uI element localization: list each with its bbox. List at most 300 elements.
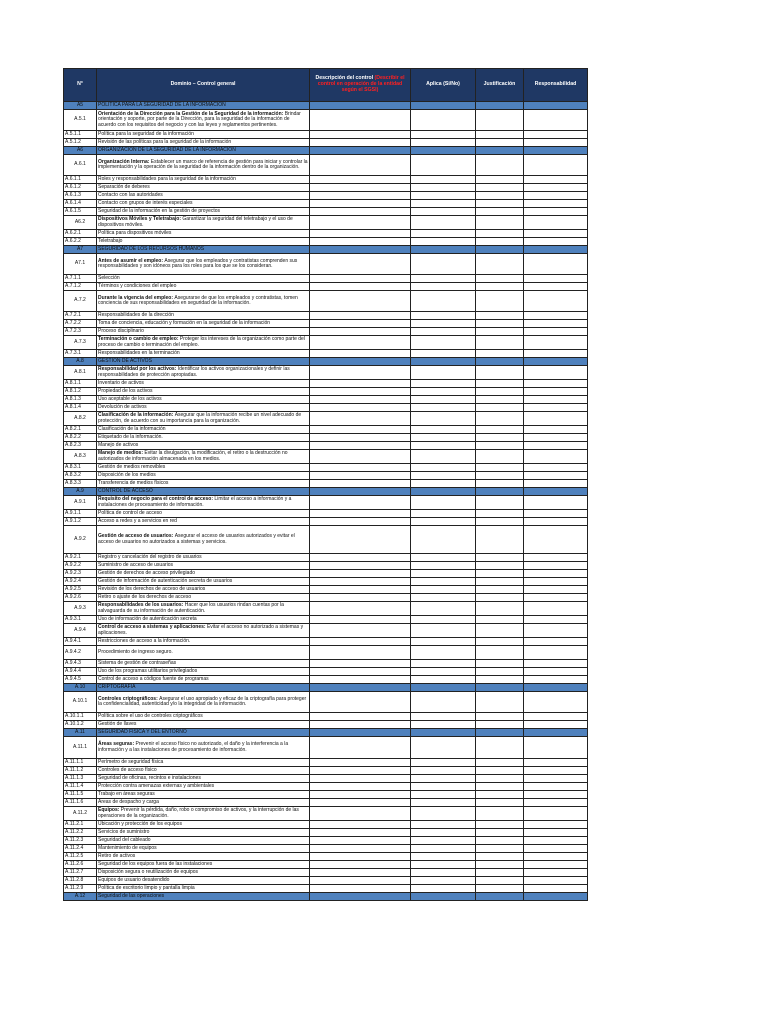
description-cell[interactable] bbox=[310, 496, 411, 510]
responsibility-cell[interactable] bbox=[524, 283, 588, 291]
description-cell[interactable] bbox=[310, 426, 411, 434]
description-cell[interactable] bbox=[310, 254, 411, 275]
description-cell[interactable] bbox=[310, 570, 411, 578]
justification-cell[interactable] bbox=[476, 283, 524, 291]
responsibility-cell[interactable] bbox=[524, 275, 588, 283]
justification-cell[interactable] bbox=[476, 110, 524, 131]
description-cell[interactable] bbox=[310, 275, 411, 283]
applies-cell[interactable] bbox=[411, 721, 476, 729]
responsibility-cell[interactable] bbox=[524, 254, 588, 275]
responsibility-cell[interactable] bbox=[524, 200, 588, 208]
justification-cell[interactable] bbox=[476, 216, 524, 230]
applies-cell[interactable] bbox=[411, 412, 476, 426]
justification-cell[interactable] bbox=[476, 821, 524, 829]
applies-cell[interactable] bbox=[411, 350, 476, 358]
responsibility-cell[interactable] bbox=[524, 192, 588, 200]
responsibility-cell[interactable] bbox=[524, 869, 588, 877]
description-cell[interactable] bbox=[310, 510, 411, 518]
description-cell[interactable] bbox=[310, 366, 411, 380]
responsibility-cell[interactable] bbox=[524, 668, 588, 676]
justification-cell[interactable] bbox=[476, 336, 524, 350]
justification-cell[interactable] bbox=[476, 638, 524, 646]
justification-cell[interactable] bbox=[476, 442, 524, 450]
responsibility-cell[interactable] bbox=[524, 877, 588, 885]
applies-cell[interactable] bbox=[411, 821, 476, 829]
description-cell[interactable] bbox=[310, 660, 411, 668]
justification-cell[interactable] bbox=[476, 660, 524, 668]
justification-cell[interactable] bbox=[476, 526, 524, 554]
responsibility-cell[interactable] bbox=[524, 783, 588, 791]
description-cell[interactable] bbox=[310, 283, 411, 291]
justification-cell[interactable] bbox=[476, 586, 524, 594]
responsibility-cell[interactable] bbox=[524, 291, 588, 312]
description-cell[interactable] bbox=[310, 192, 411, 200]
responsibility-cell[interactable] bbox=[524, 404, 588, 412]
responsibility-cell[interactable] bbox=[524, 328, 588, 336]
justification-cell[interactable] bbox=[476, 380, 524, 388]
responsibility-cell[interactable] bbox=[524, 660, 588, 668]
justification-cell[interactable] bbox=[476, 775, 524, 783]
description-cell[interactable] bbox=[310, 885, 411, 893]
description-cell[interactable] bbox=[310, 291, 411, 312]
applies-cell[interactable] bbox=[411, 110, 476, 131]
applies-cell[interactable] bbox=[411, 660, 476, 668]
responsibility-cell[interactable] bbox=[524, 791, 588, 799]
justification-cell[interactable] bbox=[476, 480, 524, 488]
responsibility-cell[interactable] bbox=[524, 799, 588, 807]
applies-cell[interactable] bbox=[411, 336, 476, 350]
justification-cell[interactable] bbox=[476, 791, 524, 799]
applies-cell[interactable] bbox=[411, 799, 476, 807]
responsibility-cell[interactable] bbox=[524, 312, 588, 320]
responsibility-cell[interactable] bbox=[524, 350, 588, 358]
applies-cell[interactable] bbox=[411, 518, 476, 526]
applies-cell[interactable] bbox=[411, 775, 476, 783]
applies-cell[interactable] bbox=[411, 404, 476, 412]
justification-cell[interactable] bbox=[476, 869, 524, 877]
responsibility-cell[interactable] bbox=[524, 176, 588, 184]
responsibility-cell[interactable] bbox=[524, 480, 588, 488]
applies-cell[interactable] bbox=[411, 646, 476, 660]
applies-cell[interactable] bbox=[411, 668, 476, 676]
applies-cell[interactable] bbox=[411, 510, 476, 518]
description-cell[interactable] bbox=[310, 869, 411, 877]
applies-cell[interactable] bbox=[411, 638, 476, 646]
justification-cell[interactable] bbox=[476, 737, 524, 759]
justification-cell[interactable] bbox=[476, 578, 524, 586]
description-cell[interactable] bbox=[310, 594, 411, 602]
responsibility-cell[interactable] bbox=[524, 412, 588, 426]
justification-cell[interactable] bbox=[476, 721, 524, 729]
description-cell[interactable] bbox=[310, 821, 411, 829]
applies-cell[interactable] bbox=[411, 676, 476, 684]
responsibility-cell[interactable] bbox=[524, 450, 588, 464]
justification-cell[interactable] bbox=[476, 131, 524, 139]
justification-cell[interactable] bbox=[476, 616, 524, 624]
applies-cell[interactable] bbox=[411, 254, 476, 275]
justification-cell[interactable] bbox=[476, 861, 524, 869]
responsibility-cell[interactable] bbox=[524, 578, 588, 586]
description-cell[interactable] bbox=[310, 412, 411, 426]
description-cell[interactable] bbox=[310, 350, 411, 358]
justification-cell[interactable] bbox=[476, 192, 524, 200]
applies-cell[interactable] bbox=[411, 131, 476, 139]
justification-cell[interactable] bbox=[476, 208, 524, 216]
applies-cell[interactable] bbox=[411, 845, 476, 853]
applies-cell[interactable] bbox=[411, 616, 476, 624]
responsibility-cell[interactable] bbox=[524, 184, 588, 192]
applies-cell[interactable] bbox=[411, 208, 476, 216]
justification-cell[interactable] bbox=[476, 837, 524, 845]
responsibility-cell[interactable] bbox=[524, 676, 588, 684]
description-cell[interactable] bbox=[310, 480, 411, 488]
applies-cell[interactable] bbox=[411, 184, 476, 192]
justification-cell[interactable] bbox=[476, 594, 524, 602]
responsibility-cell[interactable] bbox=[524, 586, 588, 594]
justification-cell[interactable] bbox=[476, 184, 524, 192]
description-cell[interactable] bbox=[310, 791, 411, 799]
applies-cell[interactable] bbox=[411, 230, 476, 238]
justification-cell[interactable] bbox=[476, 853, 524, 861]
description-cell[interactable] bbox=[310, 668, 411, 676]
responsibility-cell[interactable] bbox=[524, 230, 588, 238]
justification-cell[interactable] bbox=[476, 254, 524, 275]
applies-cell[interactable] bbox=[411, 388, 476, 396]
applies-cell[interactable] bbox=[411, 783, 476, 791]
applies-cell[interactable] bbox=[411, 713, 476, 721]
justification-cell[interactable] bbox=[476, 518, 524, 526]
justification-cell bbox=[476, 246, 524, 254]
description-cell[interactable] bbox=[310, 554, 411, 562]
description-cell[interactable] bbox=[310, 208, 411, 216]
responsibility-cell[interactable] bbox=[524, 518, 588, 526]
justification-cell[interactable] bbox=[476, 829, 524, 837]
description-cell[interactable] bbox=[310, 837, 411, 845]
applies-cell bbox=[411, 729, 476, 737]
responsibility-cell[interactable] bbox=[524, 837, 588, 845]
applies-cell[interactable] bbox=[411, 869, 476, 877]
description-cell[interactable] bbox=[310, 861, 411, 869]
description-cell[interactable] bbox=[310, 404, 411, 412]
description-cell[interactable] bbox=[310, 216, 411, 230]
description-cell[interactable] bbox=[310, 877, 411, 885]
description-cell[interactable] bbox=[310, 388, 411, 396]
applies-cell[interactable] bbox=[411, 275, 476, 283]
responsibility-cell[interactable] bbox=[524, 238, 588, 246]
justification-cell[interactable] bbox=[476, 570, 524, 578]
description-cell[interactable] bbox=[310, 759, 411, 767]
description-cell[interactable] bbox=[310, 396, 411, 404]
justification-cell[interactable] bbox=[476, 312, 524, 320]
description-cell[interactable] bbox=[310, 562, 411, 570]
justification-cell[interactable] bbox=[476, 668, 524, 676]
description-cell[interactable] bbox=[310, 526, 411, 554]
description-cell[interactable] bbox=[310, 434, 411, 442]
description-cell[interactable] bbox=[310, 692, 411, 713]
responsibility-cell[interactable] bbox=[524, 110, 588, 131]
description-cell[interactable] bbox=[310, 139, 411, 147]
justification-cell[interactable] bbox=[476, 155, 524, 176]
responsibility-cell[interactable] bbox=[524, 646, 588, 660]
responsibility-cell[interactable] bbox=[524, 638, 588, 646]
applies-cell[interactable] bbox=[411, 396, 476, 404]
responsibility-cell[interactable] bbox=[524, 336, 588, 350]
description-cell[interactable] bbox=[310, 464, 411, 472]
applies-cell[interactable] bbox=[411, 312, 476, 320]
applies-cell[interactable] bbox=[411, 238, 476, 246]
description-cell[interactable] bbox=[310, 578, 411, 586]
description-cell[interactable] bbox=[310, 450, 411, 464]
description-cell[interactable] bbox=[310, 312, 411, 320]
responsibility-cell[interactable] bbox=[524, 380, 588, 388]
applies-cell[interactable] bbox=[411, 464, 476, 472]
description-cell[interactable] bbox=[310, 807, 411, 821]
applies-cell[interactable] bbox=[411, 829, 476, 837]
applies-cell[interactable] bbox=[411, 442, 476, 450]
justification-cell[interactable] bbox=[476, 176, 524, 184]
justification-cell[interactable] bbox=[476, 624, 524, 638]
responsibility-cell[interactable] bbox=[524, 396, 588, 404]
justification-cell[interactable] bbox=[476, 404, 524, 412]
header-applies: Aplica (Si/No) bbox=[411, 69, 476, 102]
subcontrol-row bbox=[64, 799, 588, 807]
description-cell[interactable] bbox=[310, 737, 411, 759]
applies-cell[interactable] bbox=[411, 737, 476, 759]
responsibility-cell[interactable] bbox=[524, 526, 588, 554]
applies-cell[interactable] bbox=[411, 526, 476, 554]
applies-cell[interactable] bbox=[411, 283, 476, 291]
responsibility-cell[interactable] bbox=[524, 721, 588, 729]
applies-cell[interactable] bbox=[411, 853, 476, 861]
description-cell[interactable] bbox=[310, 442, 411, 450]
responsibility-cell[interactable] bbox=[524, 570, 588, 578]
justification-cell[interactable] bbox=[476, 450, 524, 464]
applies-cell[interactable] bbox=[411, 426, 476, 434]
responsibility-cell[interactable] bbox=[524, 139, 588, 147]
justification-cell[interactable] bbox=[476, 562, 524, 570]
applies-cell[interactable] bbox=[411, 450, 476, 464]
applies-cell[interactable] bbox=[411, 480, 476, 488]
justification-cell[interactable] bbox=[476, 646, 524, 660]
responsibility-cell[interactable] bbox=[524, 624, 588, 638]
justification-cell[interactable] bbox=[476, 759, 524, 767]
justification-cell[interactable] bbox=[476, 799, 524, 807]
applies-cell[interactable] bbox=[411, 837, 476, 845]
description-cell[interactable] bbox=[310, 799, 411, 807]
responsibility-cell[interactable] bbox=[524, 767, 588, 775]
responsibility-cell[interactable] bbox=[524, 759, 588, 767]
applies-cell[interactable] bbox=[411, 472, 476, 480]
justification-cell[interactable] bbox=[476, 200, 524, 208]
justification-cell[interactable] bbox=[476, 602, 524, 616]
applies-cell[interactable] bbox=[411, 496, 476, 510]
responsibility-cell[interactable] bbox=[524, 594, 588, 602]
applies-cell[interactable] bbox=[411, 176, 476, 184]
description-cell[interactable] bbox=[310, 184, 411, 192]
justification-cell[interactable] bbox=[476, 783, 524, 791]
description-cell[interactable] bbox=[310, 676, 411, 684]
description-cell[interactable] bbox=[310, 336, 411, 350]
justification-cell[interactable] bbox=[476, 388, 524, 396]
justification-cell[interactable] bbox=[476, 328, 524, 336]
description-cell[interactable] bbox=[310, 783, 411, 791]
responsibility-cell[interactable] bbox=[524, 426, 588, 434]
description-cell[interactable] bbox=[310, 380, 411, 388]
description-cell[interactable] bbox=[310, 328, 411, 336]
description-cell[interactable] bbox=[310, 646, 411, 660]
description-cell[interactable] bbox=[310, 155, 411, 176]
applies-cell[interactable] bbox=[411, 767, 476, 775]
description-cell[interactable] bbox=[310, 238, 411, 246]
subcontrol-row bbox=[64, 869, 588, 877]
responsibility-cell[interactable] bbox=[524, 821, 588, 829]
justification-cell[interactable] bbox=[476, 807, 524, 821]
description-cell[interactable] bbox=[310, 638, 411, 646]
applies-cell[interactable] bbox=[411, 885, 476, 893]
responsibility-cell[interactable] bbox=[524, 616, 588, 624]
responsibility-cell[interactable] bbox=[524, 131, 588, 139]
justification-cell[interactable] bbox=[476, 676, 524, 684]
responsibility-cell[interactable] bbox=[524, 216, 588, 230]
justification-cell[interactable] bbox=[476, 396, 524, 404]
justification-cell[interactable] bbox=[476, 434, 524, 442]
description-cell[interactable] bbox=[310, 853, 411, 861]
applies-cell[interactable] bbox=[411, 139, 476, 147]
applies-cell[interactable] bbox=[411, 586, 476, 594]
justification-cell[interactable] bbox=[476, 320, 524, 328]
responsibility-cell[interactable] bbox=[524, 885, 588, 893]
applies-cell[interactable] bbox=[411, 578, 476, 586]
description-cell[interactable] bbox=[310, 200, 411, 208]
applies-cell[interactable] bbox=[411, 624, 476, 638]
applies-cell[interactable] bbox=[411, 594, 476, 602]
responsibility-cell[interactable] bbox=[524, 208, 588, 216]
description-cell[interactable] bbox=[310, 624, 411, 638]
description-cell[interactable] bbox=[310, 518, 411, 526]
applies-cell[interactable] bbox=[411, 554, 476, 562]
responsibility-cell[interactable] bbox=[524, 692, 588, 713]
responsibility-cell[interactable] bbox=[524, 388, 588, 396]
applies-cell[interactable] bbox=[411, 791, 476, 799]
control-number: A.11.2.7 bbox=[64, 869, 97, 877]
description-cell[interactable] bbox=[310, 110, 411, 131]
responsibility-cell[interactable] bbox=[524, 861, 588, 869]
responsibility-cell[interactable] bbox=[524, 554, 588, 562]
responsibility-cell[interactable] bbox=[524, 775, 588, 783]
justification-cell[interactable] bbox=[476, 464, 524, 472]
description-cell[interactable] bbox=[310, 616, 411, 624]
control-title: Gestión de acceso de usuarios: bbox=[98, 533, 175, 540]
applies-cell[interactable] bbox=[411, 192, 476, 200]
justification-cell[interactable] bbox=[476, 496, 524, 510]
responsibility-cell[interactable] bbox=[524, 807, 588, 821]
applies-cell[interactable] bbox=[411, 807, 476, 821]
description-cell[interactable] bbox=[310, 602, 411, 616]
justification-cell[interactable] bbox=[476, 885, 524, 893]
description-cell[interactable] bbox=[310, 586, 411, 594]
description-cell[interactable] bbox=[310, 320, 411, 328]
responsibility-cell[interactable] bbox=[524, 602, 588, 616]
description-cell[interactable] bbox=[310, 721, 411, 729]
justification-cell[interactable] bbox=[476, 230, 524, 238]
responsibility-cell[interactable] bbox=[524, 829, 588, 837]
justification-cell[interactable] bbox=[476, 472, 524, 480]
applies-cell[interactable] bbox=[411, 328, 476, 336]
subcontrol-row bbox=[64, 184, 588, 192]
justification-cell[interactable] bbox=[476, 238, 524, 246]
applies-cell[interactable] bbox=[411, 877, 476, 885]
justification-cell[interactable] bbox=[476, 692, 524, 713]
justification-cell[interactable] bbox=[476, 350, 524, 358]
applies-cell[interactable] bbox=[411, 320, 476, 328]
responsibility-cell[interactable] bbox=[524, 472, 588, 480]
justification-cell[interactable] bbox=[476, 366, 524, 380]
justification-cell[interactable] bbox=[476, 291, 524, 312]
description-cell[interactable] bbox=[310, 230, 411, 238]
description-cell[interactable] bbox=[310, 775, 411, 783]
responsibility-cell[interactable] bbox=[524, 320, 588, 328]
responsibility-cell[interactable] bbox=[524, 853, 588, 861]
applies-cell[interactable] bbox=[411, 562, 476, 570]
control-number: A.7.2 bbox=[64, 291, 97, 312]
applies-cell[interactable] bbox=[411, 570, 476, 578]
applies-cell[interactable] bbox=[411, 155, 476, 176]
description-cell[interactable] bbox=[310, 472, 411, 480]
applies-cell[interactable] bbox=[411, 200, 476, 208]
description-cell[interactable] bbox=[310, 829, 411, 837]
applies-cell[interactable] bbox=[411, 366, 476, 380]
applies-cell[interactable] bbox=[411, 216, 476, 230]
applies-cell bbox=[411, 102, 476, 110]
description-cell[interactable] bbox=[310, 131, 411, 139]
justification-cell[interactable] bbox=[476, 426, 524, 434]
responsibility-cell[interactable] bbox=[524, 434, 588, 442]
applies-cell[interactable] bbox=[411, 291, 476, 312]
control-row bbox=[64, 336, 588, 350]
justification-cell[interactable] bbox=[476, 554, 524, 562]
responsibility-cell[interactable] bbox=[524, 713, 588, 721]
description-cell[interactable] bbox=[310, 176, 411, 184]
responsibility-cell[interactable] bbox=[524, 562, 588, 570]
responsibility-cell[interactable] bbox=[524, 464, 588, 472]
control-text: Restricciones de acceso a la información. bbox=[97, 638, 310, 646]
applies-cell[interactable] bbox=[411, 380, 476, 388]
justification-cell[interactable] bbox=[476, 877, 524, 885]
responsibility-cell[interactable] bbox=[524, 737, 588, 759]
responsibility-cell[interactable] bbox=[524, 845, 588, 853]
justification-cell[interactable] bbox=[476, 845, 524, 853]
applies-cell[interactable] bbox=[411, 692, 476, 713]
justification-cell[interactable] bbox=[476, 713, 524, 721]
applies-cell[interactable] bbox=[411, 602, 476, 616]
applies-cell[interactable] bbox=[411, 861, 476, 869]
description-cell[interactable] bbox=[310, 767, 411, 775]
justification-cell[interactable] bbox=[476, 767, 524, 775]
description-cell[interactable] bbox=[310, 845, 411, 853]
justification-cell[interactable] bbox=[476, 510, 524, 518]
applies-cell[interactable] bbox=[411, 434, 476, 442]
responsibility-cell[interactable] bbox=[524, 496, 588, 510]
responsibility-cell[interactable] bbox=[524, 442, 588, 450]
justification-cell[interactable] bbox=[476, 412, 524, 426]
responsibility-cell[interactable] bbox=[524, 510, 588, 518]
applies-cell[interactable] bbox=[411, 759, 476, 767]
justification-cell[interactable] bbox=[476, 275, 524, 283]
description-cell[interactable] bbox=[310, 713, 411, 721]
responsibility-cell[interactable] bbox=[524, 155, 588, 176]
responsibility-cell[interactable] bbox=[524, 366, 588, 380]
justification-cell[interactable] bbox=[476, 139, 524, 147]
